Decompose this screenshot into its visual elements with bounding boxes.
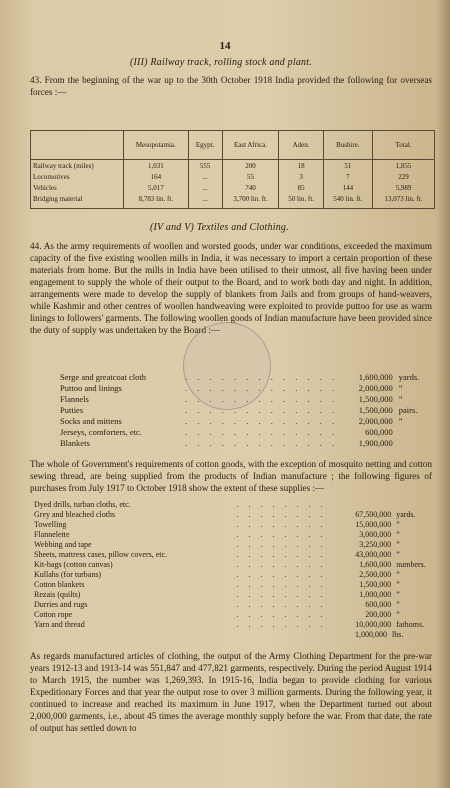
item-value: 1,000,000 bbox=[355, 630, 387, 639]
paragraph-cotton: The whole of Government's requirements of cotton goods, with the exception of mosquito netting and cotton sewing thread, are being supplied from the products of Indian manufacture ; the following figures of purchases from July 1917 to October 1918 show the extent of these supplies :— bbox=[30, 459, 432, 493]
item-value: 600,000 bbox=[365, 600, 392, 609]
bushire-column bbox=[323, 160, 372, 209]
item-value: 10,000,000 bbox=[355, 620, 392, 629]
item-value: 1,500,000 bbox=[359, 580, 392, 589]
table-header-cell: Aden. bbox=[279, 131, 323, 160]
leader-dots: . . . . . . . . bbox=[236, 550, 327, 559]
item-name: Cotton rope bbox=[34, 610, 72, 619]
item-value: 2,000,000 bbox=[358, 416, 393, 426]
item-name: Socks and mittens bbox=[60, 416, 122, 426]
row-label: Bridging material bbox=[33, 195, 83, 203]
item-value: 67,500,000 bbox=[355, 510, 392, 519]
list-item bbox=[60, 383, 430, 394]
item-unit: ” bbox=[398, 383, 403, 393]
item-value: 3,000,000 bbox=[359, 530, 392, 539]
item-unit: ” bbox=[396, 610, 400, 619]
item-value: 1,900,000 bbox=[358, 438, 393, 448]
item-unit bbox=[393, 427, 430, 438]
list-item bbox=[34, 610, 434, 620]
east-africa-column bbox=[222, 160, 279, 209]
item-unit: ” bbox=[396, 570, 400, 579]
table-cell: 200 bbox=[245, 162, 256, 170]
leader-dots: . . . . . . . . . . . . . bbox=[184, 394, 339, 404]
list-item bbox=[34, 540, 434, 550]
item-name: Rezais (quilts) bbox=[34, 590, 81, 599]
table-cell: ... bbox=[202, 195, 208, 203]
leader-dots: . . . . . . . . bbox=[236, 560, 327, 569]
table-cell: 55 bbox=[247, 173, 255, 181]
item-value: 43,000,000 bbox=[355, 550, 392, 559]
list-item bbox=[34, 580, 434, 590]
item-name: Cotton blankets bbox=[34, 580, 85, 589]
table-cell: 3,700 lin. ft. bbox=[233, 195, 268, 203]
leader-dots: . . . . . . . . bbox=[236, 510, 327, 519]
item-unit bbox=[391, 500, 434, 510]
leader-dots: . . . . . . . . bbox=[236, 540, 327, 549]
leader-dots: . . . . . . . . bbox=[236, 610, 327, 619]
item-value: 600,000 bbox=[365, 427, 393, 437]
leader-dots: . . . . . . . . bbox=[236, 590, 327, 599]
list-item bbox=[34, 510, 434, 520]
list-item bbox=[34, 520, 434, 530]
table-cell: 50 lin. ft. bbox=[288, 195, 314, 203]
woollen-goods-list bbox=[60, 372, 430, 449]
item-unit: yards. bbox=[396, 510, 416, 519]
table-header-cell: Total. bbox=[373, 131, 435, 160]
item-name: Sheets, mattress cases, pillow covers, etc. bbox=[34, 550, 168, 559]
leader-dots: . . . . . . . . . . . . . bbox=[184, 427, 339, 437]
table-header-cell bbox=[31, 131, 124, 160]
table-cell: 540 lin. ft. bbox=[333, 195, 363, 203]
leader-dots: . . . . . . . . . . . . . bbox=[184, 438, 339, 448]
total-column bbox=[373, 160, 435, 209]
table-cell: 1,855 bbox=[395, 162, 412, 170]
table-header-row bbox=[31, 131, 435, 160]
paragraph-43: 43. From the beginning of the war up to the 30th October 1918 India provided the following for overseas forces :— bbox=[30, 75, 432, 97]
table-header-cell: Egypt. bbox=[188, 131, 222, 160]
leader-dots: . . . . . . . . . . . . . bbox=[184, 383, 339, 393]
table-cell: 51 bbox=[344, 162, 352, 170]
table-cell: 8,783 lin. ft. bbox=[138, 195, 174, 203]
aden-column bbox=[279, 160, 323, 209]
item-unit: ” bbox=[396, 550, 400, 559]
list-item bbox=[60, 394, 430, 405]
list-item bbox=[34, 560, 434, 570]
list-item bbox=[34, 590, 434, 600]
list-item bbox=[60, 416, 430, 427]
table-cell: 18 bbox=[297, 162, 305, 170]
leader-dots bbox=[259, 630, 315, 640]
table-cell: 555 bbox=[199, 162, 211, 170]
table-header-cell: East Africa. bbox=[222, 131, 279, 160]
table-cell: 164 bbox=[150, 173, 162, 181]
item-unit: yards. bbox=[398, 372, 420, 382]
leader-dots: . . . . . . . . . . . . . bbox=[184, 416, 339, 426]
table-cell: ... bbox=[202, 173, 208, 181]
item-name: Towelling bbox=[34, 520, 67, 529]
item-name: Grey and bleached cloths bbox=[34, 510, 116, 519]
item-value: 200,000 bbox=[365, 610, 392, 619]
item-name: Yarn and thread bbox=[34, 620, 85, 629]
leader-dots: . . . . . . . . bbox=[236, 570, 327, 579]
item-name bbox=[34, 630, 259, 640]
table-cell: 13,073 lin. ft. bbox=[384, 195, 423, 203]
table-cell: 144 bbox=[342, 184, 354, 192]
item-name: Serge and greatcoat cloth bbox=[60, 372, 146, 382]
leader-dots: . . . . . . . . . . . . . bbox=[184, 405, 339, 415]
table-header-cell: Bushire. bbox=[323, 131, 372, 160]
table-cell: 5,017 bbox=[147, 184, 164, 192]
leader-dots: . . . . . . . . . . . . . bbox=[184, 372, 339, 382]
leader-dots: . . . . . . . . bbox=[236, 530, 327, 539]
list-item bbox=[60, 427, 430, 438]
list-item bbox=[60, 405, 430, 416]
row-labels-cell bbox=[31, 160, 124, 209]
list-item bbox=[34, 530, 434, 540]
item-unit: ” bbox=[398, 394, 403, 404]
item-name: Flannels bbox=[60, 394, 89, 404]
item-value: 1,600,000 bbox=[358, 372, 393, 382]
item-name: Webbing and tape bbox=[34, 540, 92, 549]
item-value: 2,000,000 bbox=[358, 383, 393, 393]
item-name: Flannelette bbox=[34, 530, 70, 539]
item-unit: ” bbox=[396, 580, 400, 589]
mesopotamia-column bbox=[124, 160, 189, 209]
table-cell: ... bbox=[202, 184, 208, 192]
leader-dots: . . . . . . . . bbox=[236, 520, 327, 529]
list-item bbox=[60, 372, 430, 383]
item-value: 1,600,000 bbox=[359, 560, 392, 569]
table-row bbox=[31, 160, 435, 209]
item-unit: ” bbox=[396, 540, 400, 549]
table-cell: 7 bbox=[346, 173, 350, 181]
item-unit: numbers. bbox=[396, 560, 426, 569]
item-value: 1,000,000 bbox=[359, 590, 392, 599]
page-number: 14 bbox=[219, 40, 231, 52]
item-unit: ” bbox=[396, 530, 400, 539]
item-unit: fathoms. bbox=[396, 620, 424, 629]
railway-supply-table bbox=[30, 130, 435, 209]
table-cell: 3 bbox=[299, 173, 303, 181]
page-edge-shadow bbox=[436, 0, 450, 788]
item-unit bbox=[393, 438, 430, 449]
egypt-column bbox=[188, 160, 222, 209]
list-item bbox=[34, 620, 434, 630]
list-item bbox=[34, 500, 434, 510]
list-item bbox=[34, 600, 434, 610]
table-cell: 229 bbox=[398, 173, 409, 181]
table-cell: 85 bbox=[297, 184, 305, 192]
item-name: Blankets bbox=[60, 438, 90, 448]
leader-dots: . . . . . . . . bbox=[236, 600, 327, 609]
item-name: Putties bbox=[60, 405, 84, 415]
item-name: Dyed drills, turban cloths, etc. bbox=[34, 500, 131, 509]
list-item bbox=[34, 550, 434, 560]
item-name: Jerseys, comforters, etc. bbox=[60, 427, 142, 437]
leader-dots: . . . . . . . . bbox=[236, 580, 327, 589]
item-value: 15,000,000 bbox=[355, 520, 392, 529]
item-unit: ” bbox=[396, 590, 400, 599]
item-unit: ” bbox=[396, 520, 400, 529]
item-value: 2,500,000 bbox=[359, 570, 392, 579]
item-name: Durries and rugs bbox=[34, 600, 88, 609]
section-heading-textiles: (IV and V) Textiles and Clothing. bbox=[150, 222, 289, 233]
row-label: Locomotives bbox=[33, 173, 70, 181]
item-value: 1,500,000 bbox=[358, 394, 393, 404]
leader-dots: . . . . . . . . bbox=[236, 620, 327, 629]
table-cell: 5,989 bbox=[395, 184, 412, 192]
section-heading-railway: (III) Railway track, rolling stock and plant. bbox=[130, 57, 312, 68]
paragraph-clothing: As regards manufactured articles of clothing, the output of the Army Clothing Department for the pre-war years 1912-13 and 1913-14 was 551,847 and 477,821 garments, respectively. During the period August 1914 to March 1915, the number was 1,269,393. In 1915-16, India began to provide clothing for various Expeditionary Forces and that year the output rose to over 3 million garments. During the following year, it continued to increase and reached its maximum in June 1917, when the Department turned out about 2,000,000 garments, i.e., about 45 times the average monthly supply before the war. From that date, the rate of output has settled down to bbox=[30, 651, 432, 733]
row-label: Railway track (miles) bbox=[33, 162, 94, 170]
item-unit: lbs. bbox=[392, 630, 404, 639]
item-value: 3,250,000 bbox=[359, 540, 392, 549]
item-unit: ” bbox=[398, 416, 403, 426]
table-cell: 740 bbox=[245, 184, 256, 192]
item-unit: pairs. bbox=[398, 405, 418, 415]
cotton-goods-list bbox=[34, 500, 434, 640]
leader-dots: . . . . . . . . bbox=[236, 500, 327, 509]
item-value bbox=[326, 500, 391, 510]
item-name: Kullahs (for turbans) bbox=[34, 570, 102, 579]
item-unit: ” bbox=[396, 600, 400, 609]
list-item bbox=[34, 630, 434, 640]
table-cell: 1,031 bbox=[147, 162, 164, 170]
row-label: Vehicles bbox=[33, 184, 57, 192]
list-item bbox=[34, 570, 434, 580]
item-value: 1,500,000 bbox=[358, 405, 393, 415]
item-name: Puttoo and linings bbox=[60, 383, 122, 393]
list-item bbox=[60, 438, 430, 449]
item-name: Kit-bags (cotton canvas) bbox=[34, 560, 113, 569]
table-header-cell: Mesopotamia. bbox=[124, 131, 189, 160]
paragraph-44: 44. As the army requirements of woollen and worsted goods, under war conditions, exceeded the maximum capacity of the five existing woollen mills in India, it was necessary to import a certain proportion of these materials from home. But the mills in India have been utilised to their utmost, all five having been under engagement to supply the whole of their output to the Board, and to work both day and night. In addition, arrangements were made to develop the supply of blankets from Jails and from groups of hand-weavers, while Kashmir and other centres of woollen handweaving were exploited to provide puttoo for use as warm linings to followers' garments. The following woollen goods of Indian manufacture have been provided since the duty of supply was undertaken by the Board :— bbox=[30, 241, 432, 335]
